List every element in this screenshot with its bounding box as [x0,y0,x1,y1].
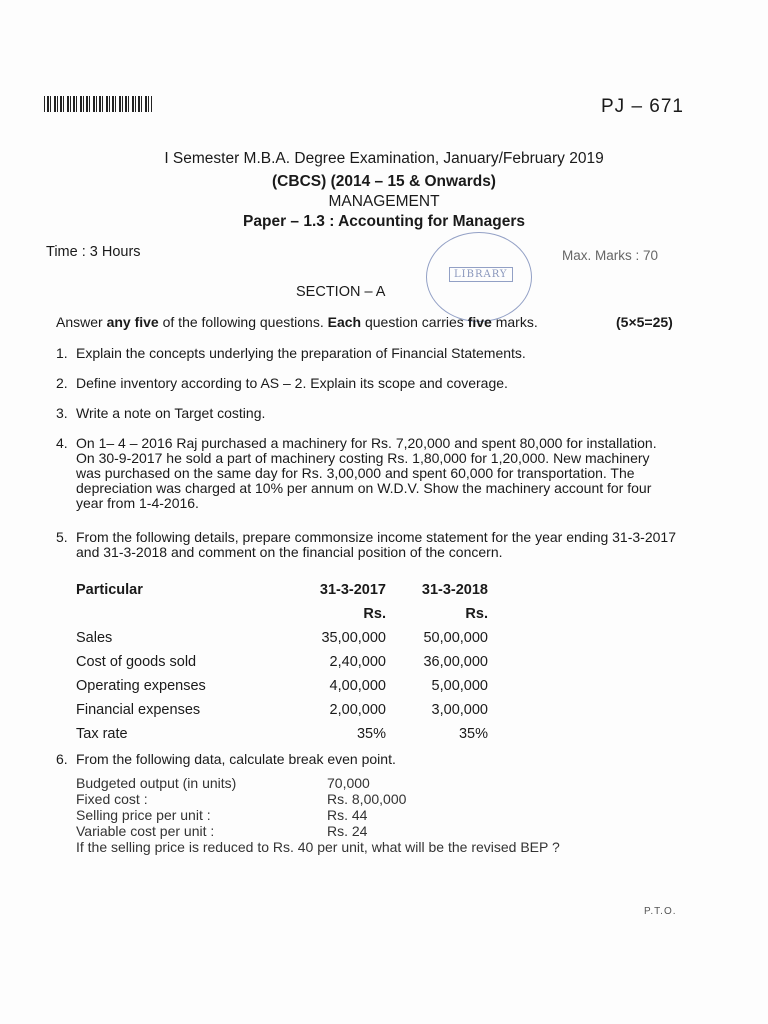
bep-row: Fixed cost : Rs. 8,00,000 [76,791,407,807]
scheme-line: (CBCS) (2014 – 15 & Onwards) [272,173,496,190]
question-1: 1. Explain the concepts underlying the preparation of Financial Statements. [56,345,526,361]
table-header-row: Particular 31-3-2017 31-3-2018 [76,582,488,598]
table-row: Sales 35,00,000 50,00,000 [76,630,488,646]
marks-total: (5×5=25) [616,314,673,330]
table-row: Financial expenses 2,00,000 3,00,000 [76,702,488,718]
question-3: 3. Write a note on Target costing. [56,405,266,421]
table-units-row: Rs. Rs. [363,606,488,622]
bep-data [76,775,560,855]
subject-line: MANAGEMENT [328,193,440,210]
paper-code: PJ – 671 [601,96,684,117]
table-row: Tax rate 35% 35% [76,726,488,742]
bep-row: Budgeted output (in units) 70,000 [76,775,370,791]
bep-followup: If the selling price is reduced to Rs. 40 per unit, what will be the revised BEP ? [76,839,560,855]
library-stamp [426,232,532,322]
question-4: 4. On 1– 4 – 2016 Raj purchased a machinery for Rs. 7,20,000 and spent 80,000 for installation. On 30-9-2017 he sold a part of machinery costing Rs. 1,80,000 for 1,20,000. New machinery was purchased on the same day for Rs. 3,00,000 and spent 60,000 for transportation. The depreciation was charged at 10% per annum on W.D.V. Show the machinery account for four year from 1-4-2016. [56,435,657,511]
exam-title: I Semester M.B.A. Degree Examination, January/February 2019 [164,150,604,167]
question-2: 2. Define inventory according to AS – 2. Explain its scope and coverage. [56,375,508,391]
table-row: Operating expenses 4,00,000 5,00,000 [76,678,488,694]
bep-row: Variable cost per unit : Rs. 24 [76,823,368,839]
max-marks: Max. Marks : 70 [562,248,659,263]
income-table [76,578,488,746]
stamp-label: LIBRARY [449,267,513,282]
bep-row: Selling price per unit : Rs. 44 [76,807,368,823]
question-5: 5. From the following details, prepare commonsize income statement for the year ending 31-3-2017 and 31-3-2018 and comment on the financial position of the concern. [56,529,676,560]
pto-note: P.T.O. [644,906,677,917]
question-6: 6. From the following data, calculate break even point. [56,751,396,767]
instructions: Answer any five of the following questions. Each question carries five marks. (5×5=25) [56,314,673,330]
paper-title: Paper – 1.3 : Accounting for Managers [243,213,525,230]
barcode [44,96,152,112]
table-row: Cost of goods sold 2,40,000 36,00,000 [76,654,488,670]
section-heading: SECTION – A [296,284,386,300]
time-allowed: Time : 3 Hours [46,244,141,260]
